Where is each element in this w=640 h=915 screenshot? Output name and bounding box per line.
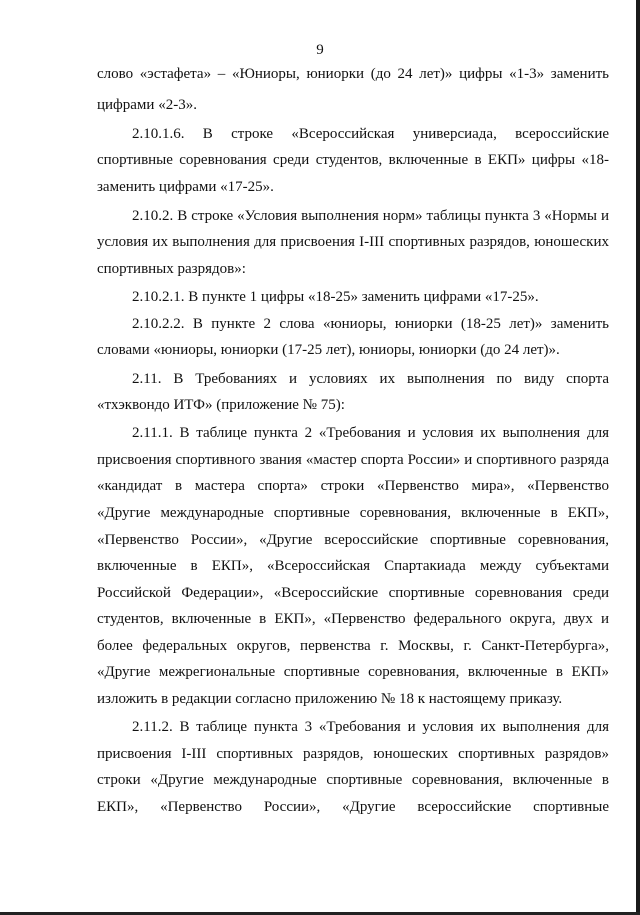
text-line: «Другие межрегиональные спортивные соревнования, включенные в ЕКП» <box>97 664 609 680</box>
text-line: более федеральных округов, первенства г. Москвы, г. Санкт-Петербурга», <box>97 638 609 654</box>
text-line: присвоения спортивного звания «мастер спорта России» и спортивного разряда <box>97 452 609 468</box>
text-line: 2.11.2. В таблице пункта 3 «Требования и условия их выполнения для <box>132 719 609 735</box>
text-line: спортивные соревнования среди студентов, включенные в ЕКП» цифры «18- <box>97 152 609 168</box>
text-line: 2.10.1.6. В строке «Всероссийская универсиада, всероссийские <box>132 126 609 142</box>
text-line: студентов, включенные в ЕКП», «Первенство федерального округа, двух и <box>97 611 609 627</box>
text-line: ЕКП», «Первенство России», «Другие всероссийские спортивные <box>97 799 609 815</box>
text-line: 2.10.2.2. В пункте 2 слова «юниоры, юниорки (18-25 лет)» заменить <box>132 316 609 332</box>
page-number: 9 <box>316 42 324 58</box>
text-line: 2.11.1. В таблице пункта 2 «Требования и условия их выполнения для <box>132 425 609 441</box>
text-line: «Другие международные спортивные соревнования, включенные в ЕКП», <box>97 505 609 521</box>
text-line: 2.11. В Требованиях и условиях их выполнения по виду спорта <box>132 371 609 387</box>
text-line: присвоения I-III спортивных разрядов, юношеских спортивных разрядов» <box>97 746 609 762</box>
text-line: «тхэквондо ИТФ» (приложение № 75): <box>97 397 345 413</box>
text-line: 2.10.2. В строке «Условия выполнения норм» таблицы пункта 3 «Нормы и <box>132 208 609 224</box>
text-line: включенные в ЕКП», «Всероссийская Спартакиада между субъектами <box>97 558 609 574</box>
text-line: цифрами «2-3». <box>97 97 197 113</box>
text-line: заменить цифрами «17-25». <box>97 179 274 195</box>
text-line: изложить в редакции согласно приложению № 18 к настоящему приказу. <box>97 691 563 707</box>
text-line: условия их выполнения для присвоения I-III спортивных разрядов, юношеских <box>97 234 609 250</box>
text-line: «Первенство России», «Другие всероссийские спортивные соревнования, <box>97 532 609 548</box>
text-line: Российской Федерации», «Всероссийские спортивные соревнования среди <box>97 585 609 601</box>
text-line: строки «Другие международные спортивные соревнования, включенные в <box>97 772 609 788</box>
text-line: «кандидат в мастера спорта» строки «Первенство мира», «Первенство <box>97 478 609 494</box>
text-line: словами «юниоры, юниорки (17-25 лет), юниоры, юниорки (до 24 лет)». <box>97 342 560 358</box>
text-line: 2.10.2.1. В пункте 1 цифры «18-25» заменить цифрами «17-25». <box>132 289 539 305</box>
scan-edge-border <box>636 0 640 915</box>
text-line: спортивных разрядов»: <box>97 261 246 277</box>
text-line: слово «эстафета» – «Юниоры, юниорки (до 24 лет)» цифры «1-3» заменить <box>97 66 609 82</box>
